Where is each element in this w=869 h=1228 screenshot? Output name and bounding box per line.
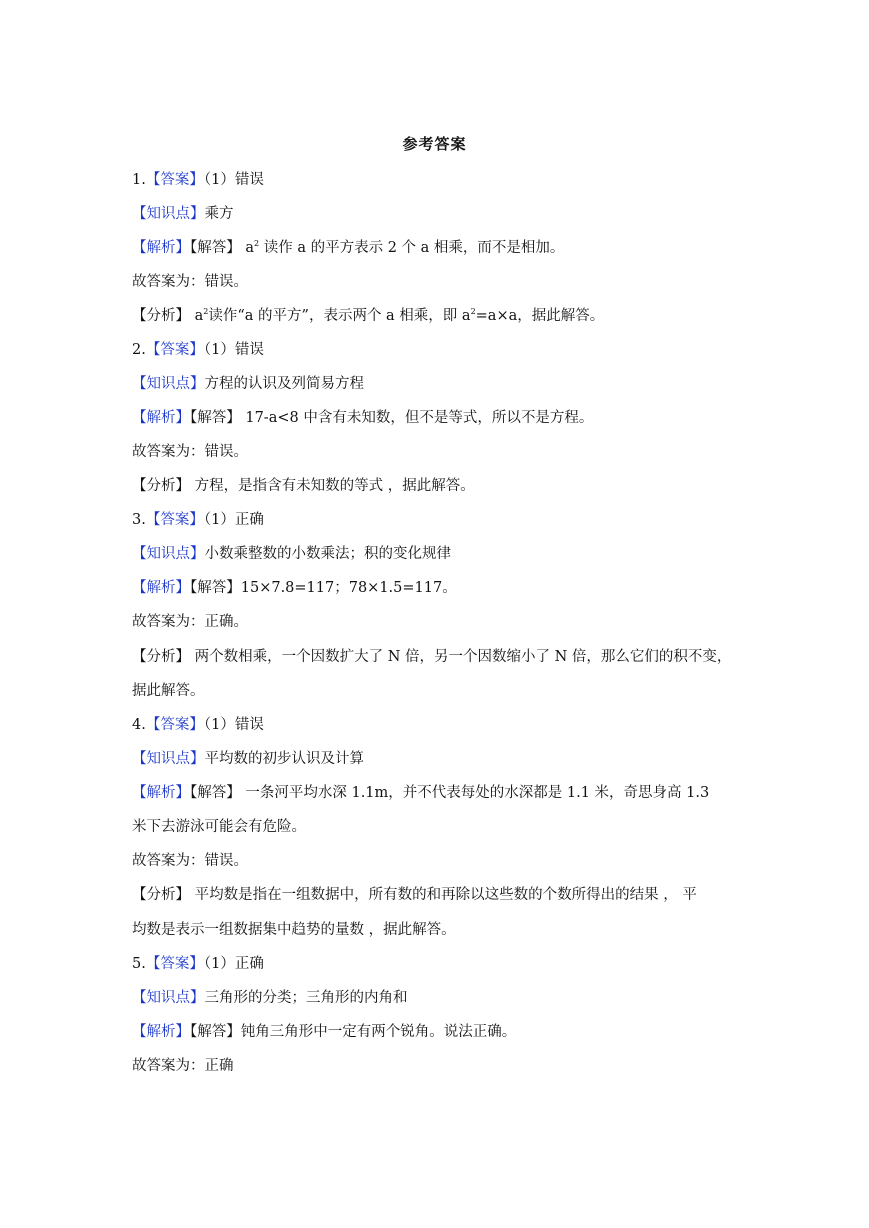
knowledge-line: [132, 544, 742, 564]
jiexi-text: 【解答】 a: [190, 240, 255, 256]
jiexi-tag: 【解析】: [132, 1024, 190, 1040]
fenxi-text: 平均数是指在一组数据中，所有数的和再除以这些数的个数所得出的结果 ， 平: [190, 887, 697, 903]
knowledge-tag: 【知识点】: [132, 546, 205, 562]
answer-line: [132, 340, 742, 360]
fenxi-line-cont: 据此解答。: [132, 683, 205, 699]
knowledge-line: [132, 204, 742, 224]
answer-text: （1）错误: [203, 172, 264, 188]
knowledge-text: 方程的认识及列简易方程: [204, 376, 364, 392]
answer-tag: 【答案】: [145, 717, 204, 733]
fenxi-tag: 【分析】: [132, 478, 190, 494]
knowledge-tag: 【知识点】: [132, 206, 205, 222]
answer-text: （1）正确: [203, 956, 264, 972]
answer-tag: 【答案】: [145, 172, 204, 188]
jiexi-tag: 【解析】: [132, 785, 190, 801]
answer-line: [132, 954, 742, 974]
conclusion-line: 故答案为：正确: [132, 1058, 234, 1074]
answer-line: [132, 510, 742, 530]
answer-tag: 【答案】: [145, 342, 204, 358]
answer-tag: 【答案】: [145, 512, 204, 528]
knowledge-text: 平均数的初步认识及计算: [204, 751, 364, 767]
jiexi-tag: 【解析】: [132, 240, 190, 256]
fenxi-line: [132, 306, 742, 326]
jiexi-line: [132, 1022, 742, 1042]
question-number: 1.: [132, 172, 146, 188]
superscript: 2: [254, 239, 260, 249]
jiexi-line-cont: 米下去游泳可能会有危险。: [132, 819, 306, 835]
jiexi-line: [132, 783, 742, 803]
knowledge-text: 小数乘整数的小数乘法；积的变化规律: [204, 546, 451, 562]
fenxi-text: 方程，是指含有未知数的等式 ，据此解答。: [190, 478, 475, 494]
knowledge-line: [132, 988, 742, 1008]
jiexi-line: [132, 578, 742, 598]
conclusion-line: 故答案为：错误。: [132, 853, 248, 869]
question-number: 3.: [132, 512, 146, 528]
fenxi-line-cont: 均数是表示一组数据集中趋势的量数 ，据此解答。: [132, 922, 456, 938]
fenxi-text-end: =a×a，据此解答。: [475, 308, 605, 324]
knowledge-tag: 【知识点】: [132, 990, 205, 1006]
page-title: 参考答案: [402, 135, 467, 153]
fenxi-line: [132, 885, 742, 905]
knowledge-text: 三角形的分类；三角形的内角和: [204, 990, 408, 1006]
conclusion-line: 故答案为：正确。: [132, 614, 248, 630]
fenxi-line: [132, 476, 742, 496]
jiexi-text-cont: 读作 a 的平方表示 2 个 a 相乘，而不是相加。: [259, 240, 565, 256]
jiexi-text: 【解答】15×7.8=117；78×1.5=117。: [190, 580, 457, 596]
jiexi-text: 【解答】 17-a<8 中含有未知数，但不是等式，所以不是方程。: [190, 410, 594, 426]
conclusion-line: 故答案为：错误。: [132, 444, 248, 460]
answer-line: [132, 715, 742, 735]
fenxi-tag: 【分析】: [132, 887, 190, 903]
knowledge-tag: 【知识点】: [132, 376, 205, 392]
question-number: 4.: [132, 717, 146, 733]
fenxi-text: 两个数相乘，一个因数扩大了 N 倍，另一个因数缩小了 N 倍，那么它们的积不变，: [190, 649, 732, 665]
superscript: 2: [203, 307, 209, 317]
fenxi-text-cont: 读作“a 的平方”，表示两个 a 相乘，即 a: [208, 308, 471, 324]
answer-line: [132, 170, 742, 190]
fenxi-text: a: [190, 308, 204, 324]
knowledge-line: [132, 374, 742, 394]
question-number: 5.: [132, 956, 146, 972]
answer-tag: 【答案】: [145, 956, 204, 972]
answer-text: （1）错误: [203, 342, 264, 358]
answer-text: （1）正确: [203, 512, 264, 528]
question-number: 2.: [132, 342, 146, 358]
fenxi-tag: 【分析】: [132, 308, 190, 324]
answer-text: （1）错误: [203, 717, 264, 733]
jiexi-text: 【解答】钝角三角形中一定有两个锐角。说法正确。: [190, 1024, 517, 1040]
superscript: 2: [470, 307, 476, 317]
fenxi-line: [132, 647, 742, 667]
jiexi-tag: 【解析】: [132, 580, 190, 596]
jiexi-line: [132, 238, 742, 258]
jiexi-line: [132, 408, 742, 428]
knowledge-line: [132, 749, 742, 769]
conclusion-line: 故答案为：错误。: [132, 274, 248, 290]
knowledge-text: 乘方: [204, 206, 234, 222]
jiexi-text: 【解答】 一条河平均水深 1.1m，并不代表每处的水深都是 1.1 米，奇思身高 1.3: [190, 785, 710, 801]
knowledge-tag: 【知识点】: [132, 751, 205, 767]
fenxi-tag: 【分析】: [132, 649, 190, 665]
jiexi-tag: 【解析】: [132, 410, 190, 426]
